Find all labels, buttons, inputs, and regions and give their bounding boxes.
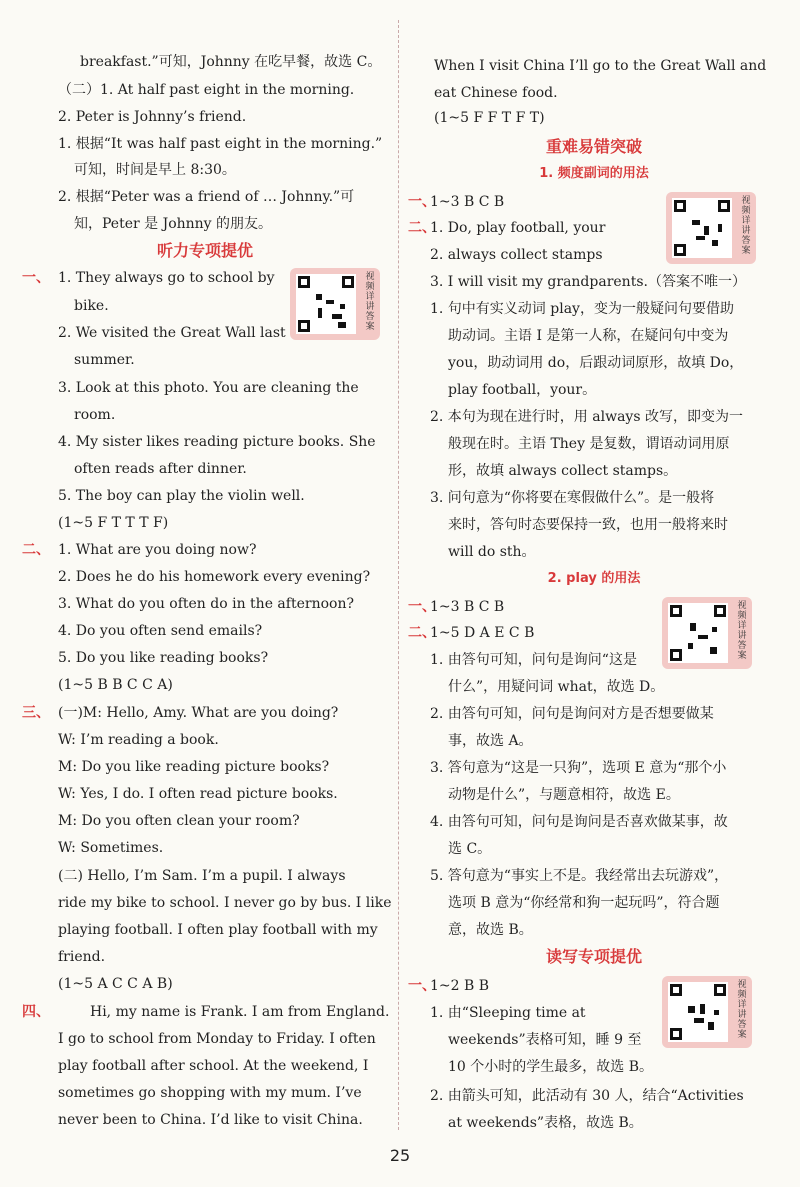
text-line: weekends”表格可知，睡 9 至: [448, 1032, 642, 1048]
page-number: 25: [389, 1146, 411, 1165]
text-line: room.: [74, 407, 116, 423]
qr-pattern: [668, 603, 728, 663]
text-line: 1. What are you doing now?: [58, 542, 257, 558]
text-line: 2. 根据“Peter was a friend of … Johnny.”可: [58, 189, 355, 205]
text-line: 2. 由箭头可知，此活动有 30 人，结合“Activities: [430, 1088, 744, 1104]
text-line: 事，故选 A。: [448, 733, 533, 749]
text-line: 1. 句中有实义动词 play，变为一般疑问句要借助: [430, 301, 734, 317]
text-line: 3. Look at this photo. You are cleaning the: [58, 380, 359, 396]
text-line: ride my bike to school. I never go by bus. I like: [58, 895, 392, 911]
text-line: 5. Do you like reading books?: [58, 650, 269, 666]
text-line: 5. 答句意为“事实上不是。我经常出去玩游戏”，: [430, 868, 729, 884]
text-line: 3. 问句意为“你将要在寒假做什么”。是一般将: [430, 490, 715, 506]
text-line: When I visit China I’ll go to the Great Wall and: [434, 58, 767, 74]
text-line: will do sth。: [448, 544, 536, 560]
qr-caption: 视频详讲答案: [737, 601, 747, 661]
qr-pattern: [296, 274, 356, 334]
text-line: I go to school from Monday to Friday. I often: [58, 1031, 376, 1047]
answer-line: 1~2 B B: [430, 978, 490, 994]
text-line: 选 C。: [448, 841, 492, 857]
text-line: 1. 根据“It was half past eight in the morning.”: [58, 136, 383, 152]
text-line: 2. Does he do his homework every evening?: [58, 569, 371, 585]
text-line: （二）1. At half past eight in the morning.: [58, 82, 355, 98]
qr-caption: 视频详讲答案: [741, 196, 751, 256]
qr-code-icon[interactable]: [662, 597, 752, 669]
text-line: 什么”，用疑问词 what，故选 D。: [448, 679, 665, 695]
text-line: 1. Do, play football, your: [430, 220, 606, 236]
qr-code-icon[interactable]: [662, 976, 752, 1048]
text-line: 选项 B 意为“你经常和狗一起玩吗”，符合题: [448, 895, 720, 911]
text-line: you，助动词用 do，后跟动词原形，故填 Do，: [448, 355, 744, 371]
text-line: never been to China. I’d like to visit China.: [58, 1112, 363, 1128]
qr-caption: 视频详讲答案: [737, 980, 747, 1040]
text-line: 4. Do you often send emails?: [58, 623, 263, 639]
text-line: W: I’m reading a book.: [58, 732, 219, 748]
answer-line: 1~5 D A E C B: [430, 625, 535, 641]
text-line: 2. Peter is Johnny’s friend.: [58, 109, 247, 125]
qr-pattern: [668, 982, 728, 1042]
text-line: 1. 由“Sleeping time at: [430, 1005, 586, 1021]
text-line: bike.: [74, 298, 109, 314]
text-line: Hi, my name is Frank. I am from England.: [90, 1004, 390, 1020]
text-line: 动物是什么”，与题意相符，故选 E。: [448, 787, 680, 803]
text-line: (二) Hello, I’m Sam. I’m a pupil. I always: [58, 868, 346, 884]
answer-line: 1~3 B C B: [430, 194, 505, 210]
text-line: 般现在时。主语 They 是复数，谓语动词用原: [448, 436, 730, 452]
text-line: friend.: [58, 949, 106, 965]
text-line: 可知，时间是早上 8:30。: [74, 162, 236, 178]
section-marker: 二、: [408, 220, 436, 236]
text-line: play football，your。: [448, 382, 597, 398]
text-line: at weekends”表格，故选 B。: [448, 1115, 643, 1131]
subheading-frequency: 1. 频度副词的用法: [539, 166, 649, 181]
text-line: 3. What do you often do in the afternoon?: [58, 596, 354, 612]
text-line: 2. We visited the Great Wall last: [58, 325, 286, 341]
text-line: often reads after dinner.: [74, 461, 247, 477]
answer-line: (1~5 B B C C A): [58, 677, 173, 693]
text-line: 意，故选 B。: [448, 922, 533, 938]
section-marker: 一、: [408, 599, 436, 615]
text-line: 5. The boy can play the violin well.: [58, 488, 305, 504]
section-marker: 二、: [22, 542, 50, 558]
section-marker: 一、: [22, 270, 50, 286]
text-line: 4. 由答句可知，问句是询问是否喜欢做某事，故: [430, 814, 728, 830]
text-line: 形，故填 always collect stamps。: [448, 463, 678, 479]
text-line: W: Yes, I do. I often read picture books.: [58, 786, 338, 802]
text-line: W: Sometimes.: [58, 840, 164, 856]
answer-line: 1~3 B C B: [430, 599, 505, 615]
section-marker: 一、: [408, 978, 436, 994]
text-line: 来时，答句时态要保持一致，也用一般将来时: [448, 517, 728, 533]
text-line: 2. always collect stamps: [430, 247, 603, 263]
text-line: sometimes go shopping with my mum. I’ve: [58, 1085, 362, 1101]
answer-line: (1~5 F T T T F): [58, 515, 169, 531]
section-marker: 三、: [22, 705, 50, 721]
text-line: 1. 由答句可知，问句是询问“这是: [430, 652, 637, 668]
qr-pattern: [672, 198, 732, 258]
text-line: 助动词。主语 I 是第一人称，在疑问句中变为: [448, 328, 729, 344]
section-marker: 一、: [408, 194, 436, 210]
text-line: 10 个小时的学生最多，故选 B。: [448, 1059, 654, 1075]
qr-caption: 视频详讲答案: [365, 272, 375, 332]
subheading-play: 2. play 的用法: [547, 571, 641, 586]
text-line: playing football. I often play football with my: [58, 922, 378, 938]
text-line: eat Chinese food.: [434, 85, 558, 101]
section-marker: 四、: [22, 1004, 50, 1020]
text-line: play football after school. At the weekend, I: [58, 1058, 369, 1074]
heading-errors: 重难易错突破: [545, 137, 642, 156]
text-line: M: Do you often clean your room?: [58, 813, 300, 829]
answer-line: (1~5 A C C A B): [58, 976, 173, 992]
text-line: 1. They always go to school by: [58, 270, 275, 286]
section-marker: 二、: [408, 625, 436, 641]
text-line: breakfast.”可知，Johnny 在吃早餐，故选 C。: [80, 54, 382, 70]
qr-code-icon[interactable]: [290, 268, 380, 340]
text-line: 2. 本句为现在进行时，用 always 改写，即变为一: [430, 409, 743, 425]
text-line: 3. I will visit my grandparents.（答案不唯一）: [430, 274, 746, 290]
text-line: 3. 答句意为“这是一只狗”，选项 E 意为“那个小: [430, 760, 727, 776]
heading-read-write: 读写专项提优: [545, 947, 642, 966]
text-line: M: Do you like reading picture books?: [58, 759, 330, 775]
text-line: summer.: [74, 352, 135, 368]
text-line: 4. My sister likes reading picture books. She: [58, 434, 376, 450]
heading-listening: 听力专项提优: [156, 241, 253, 260]
answer-line: (1~5 F F T F T): [434, 110, 545, 126]
text-line: 2. 由答句可知，问句是询问对方是否想要做某: [430, 706, 714, 722]
text-line: (一)M: Hello, Amy. What are you doing?: [58, 705, 339, 721]
column-divider: [398, 20, 399, 1130]
text-line: 知，Peter 是 Johnny 的朋友。: [74, 216, 273, 232]
qr-code-icon[interactable]: [666, 192, 756, 264]
